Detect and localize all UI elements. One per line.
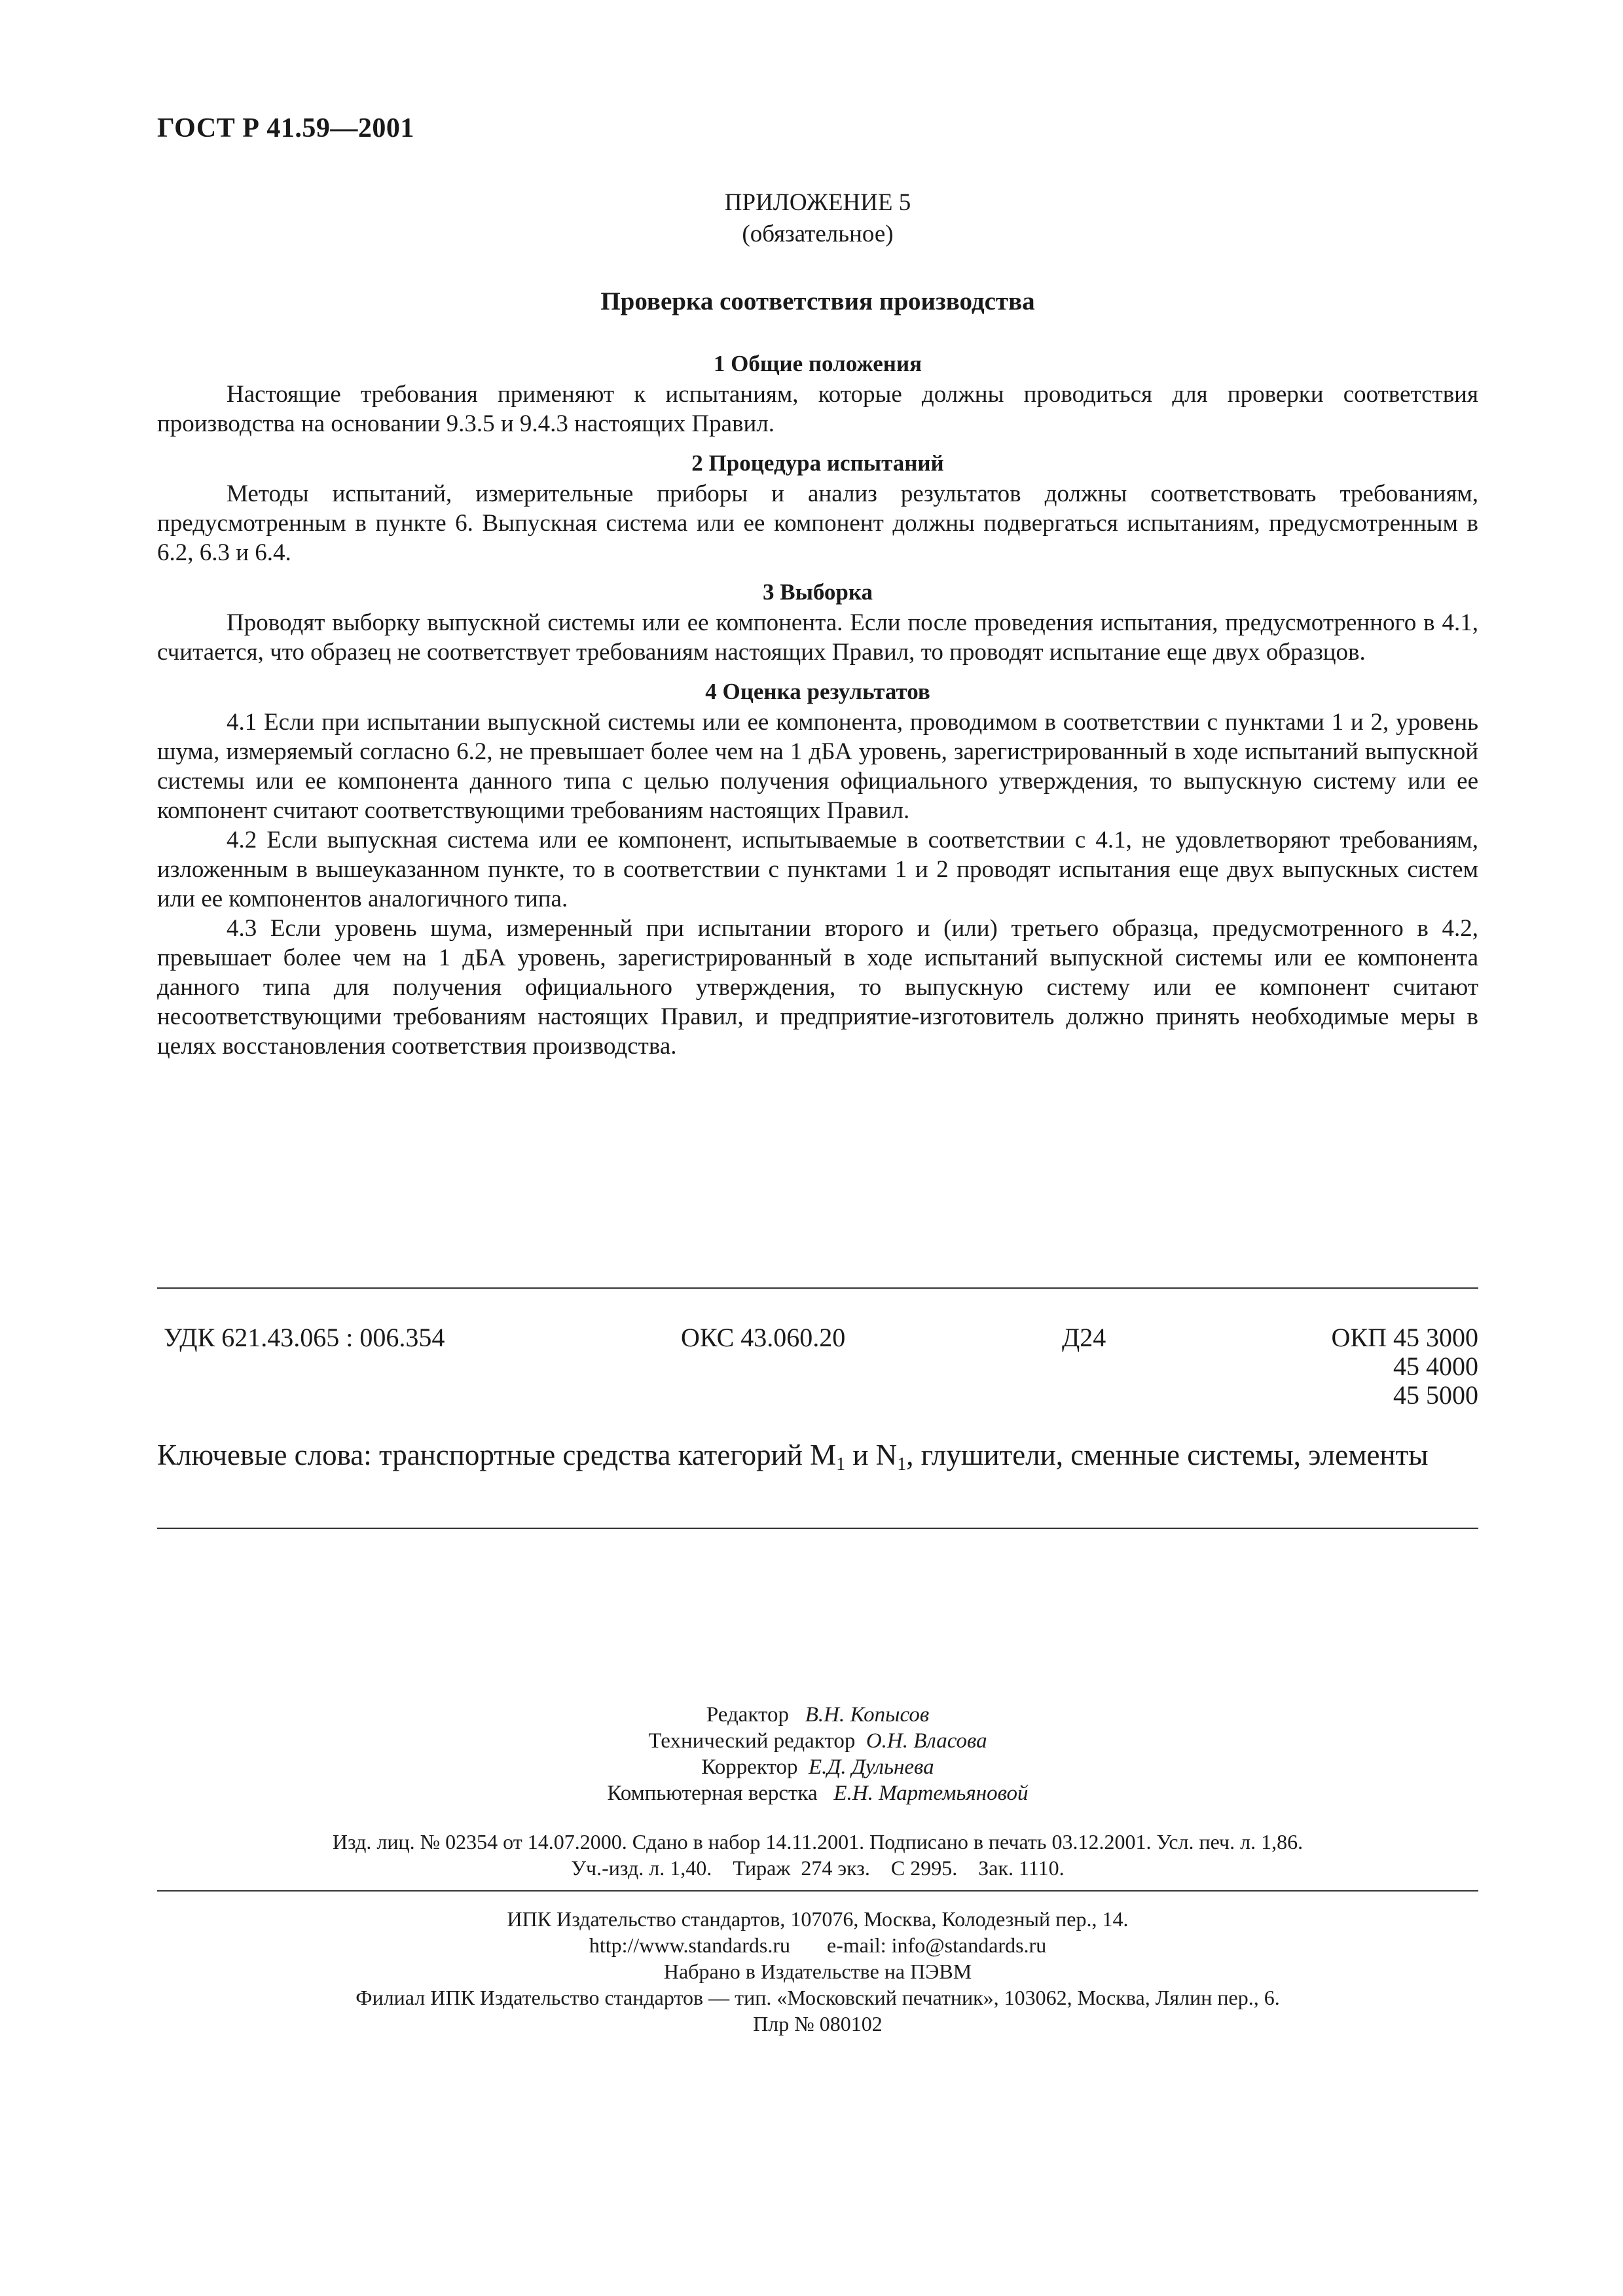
subscript: 1 xyxy=(836,1454,846,1475)
publishing-line: Изд. лиц. № 02354 от 14.07.2000. Сдано в набор 14.11.2001. Подписано в печать 03.12.2001. Усл. печ. л. 1,86. xyxy=(332,1830,1304,1854)
credit-name: О.Н. Власова xyxy=(866,1729,987,1753)
annex-status: (обязательное) xyxy=(742,221,894,247)
credit-role: Редактор xyxy=(706,1703,789,1727)
okp-code: 45 4000 xyxy=(1393,1352,1478,1381)
keywords-text: и N xyxy=(845,1439,898,1471)
divider-imprint xyxy=(157,1890,1478,1892)
okp-code: 45 5000 xyxy=(1393,1380,1478,1410)
standard-number: ГОСТ Р 41.59—2001 xyxy=(157,113,414,143)
section-sampling xyxy=(157,577,1478,667)
typeset-note: Набрано в Издательстве на ПЭВМ xyxy=(663,1960,972,1983)
credit-role: Технический редактор xyxy=(648,1729,856,1753)
publisher-info xyxy=(157,1906,1478,2037)
section-heading: 1 Общие положения xyxy=(713,351,922,376)
publisher-contacts xyxy=(157,1932,1478,1958)
credit-role: Компьютерная верстка xyxy=(607,1782,818,1805)
annex-heading: Проверка соответствия производства xyxy=(600,287,1035,315)
section-evaluation xyxy=(157,676,1478,1061)
credit-name: Е.Н. Мартемьяновой xyxy=(833,1782,1029,1805)
okp-code: ОКП 45 3000 xyxy=(1331,1323,1478,1352)
credit-name: В.Н. Копысов xyxy=(805,1703,930,1727)
subscript: 1 xyxy=(897,1454,907,1475)
editorial-credits xyxy=(157,1702,1478,1806)
section-heading: 4 Оценка результатов xyxy=(705,679,930,704)
clause-4-2: 4.2 Если выпускная система или ее компонент, испытываемые в соответствии с 4.1, не удовлетворяют требованиям, изложенным в вышеуказанном пункте, то в соответствии с пунктами 1 и 2 проводят испытания еще двух выпускных систем или ее компонентов аналогичного типа. xyxy=(157,827,1478,912)
credit-line xyxy=(157,1780,1478,1806)
divider-bottom xyxy=(157,1528,1478,1529)
publishing-info xyxy=(157,1829,1478,1881)
clause-4-3: 4.3 Если уровень шума, измеренный при испытании второго и (или) третьего образца, предусмотренного в 4.2, превышает более чем на 1 дБА уровень, зарегистрированный в ходе испытаний выпускной системы или ее компонента данного типа для получения официального утверждения, то выпускную систему или ее компонент считают несоответствующими требованиям настоящих Правил, и предприятие-изготовитель должно принять необходимые меры в целях восстановления соответствия производства. xyxy=(157,915,1478,1060)
clause-4-1: 4.1 Если при испытании выпускной системы или ее компонента, проводимом в соответствии с пунктами 1 и 2, уровень шума, измеряемый согласно 6.2, не превышает более чем на 1 дБА уровень, зарегистрированный в ходе испытаний выпускной системы или ее компонента данного типа с целью получения официального утверждения, то выпускную систему или ее компонент считают соответствующими требованиям настоящих Правил. xyxy=(157,709,1478,824)
divider-top xyxy=(157,1287,1478,1289)
publisher-email: e-mail: info@standards.ru xyxy=(827,1933,1047,1957)
section-paragraph: Настоящие требования применяют к испытаниям, которые должны проводиться для проверки соответствия производства на основании 9.3.5 и 9.4.3 настоящих Правил. xyxy=(157,381,1478,437)
d-code: Д24 xyxy=(1062,1323,1106,1352)
oks-code: ОКС 43.060.20 xyxy=(681,1323,846,1352)
keywords-text: Ключевые слова: транспортные средства категорий М xyxy=(157,1439,837,1471)
credit-role: Корректор xyxy=(701,1755,798,1779)
section-paragraph: Проводят выборку выпускной системы или ее компонента. Если после проведения испытания, предусмотренного в 4.1, считается, что образец не соответствует требованиям настоящих Правил, то проводят испытание еще двух образцов. xyxy=(157,609,1478,666)
credit-line xyxy=(157,1728,1478,1754)
keywords-line xyxy=(157,1437,1478,1482)
section-heading: 2 Процедура испытаний xyxy=(691,450,944,476)
keywords-text: , глушители, сменные системы, элементы xyxy=(906,1439,1429,1471)
section-procedure xyxy=(157,448,1478,567)
section-heading: 3 Выборка xyxy=(762,579,873,605)
credit-name: Е.Д. Дульнева xyxy=(808,1755,934,1779)
okp-codes xyxy=(1332,1323,1478,1410)
branch-address: Филиал ИПК Издательство стандартов — тип. «Московский печатник», 103062, Москва, Лялин пер., 6. xyxy=(356,1986,1280,2009)
section-general xyxy=(157,348,1478,439)
publishing-line: Уч.-изд. л. 1,40. Тираж 274 экз. С 2995. Зак. 1110. xyxy=(571,1856,1065,1880)
udk-code: УДК 621.43.065 : 006.354 xyxy=(164,1323,445,1352)
credit-line xyxy=(157,1754,1478,1780)
classification-codes xyxy=(157,1323,1478,1422)
annex-title: ПРИЛОЖЕНИЕ 5 xyxy=(724,189,911,216)
section-paragraph: Методы испытаний, измерительные приборы и анализ результатов должны соответствовать требованиям, предусмотренным в пункте 6. Выпускная система или ее компонент должны подвергаться испытаниям, предусмотренным в 6.2, 6.3 и 6.4. xyxy=(157,480,1478,566)
credit-line xyxy=(157,1702,1478,1728)
publisher-address: ИПК Издательство стандартов, 107076, Москва, Колодезный пер., 14. xyxy=(507,1907,1129,1931)
plr-number: Плр № 080102 xyxy=(753,2012,883,2036)
publisher-web: http://www.standards.ru xyxy=(589,1933,791,1957)
annex-content xyxy=(157,187,1478,1061)
